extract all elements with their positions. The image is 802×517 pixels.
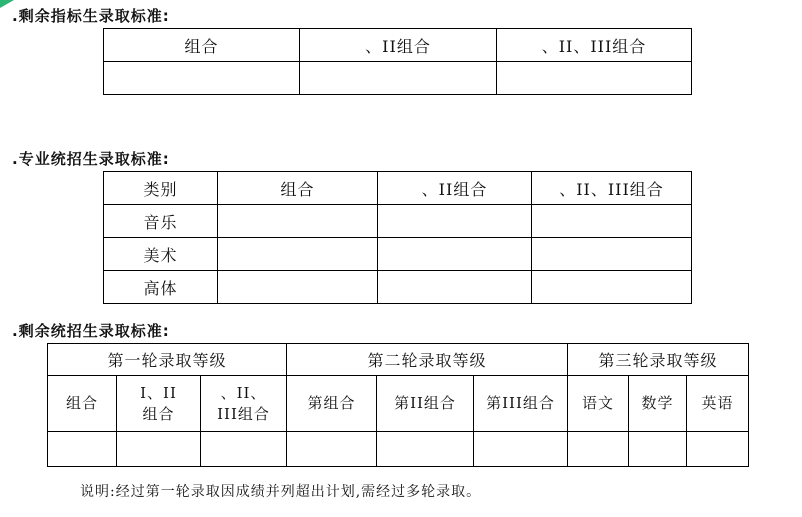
empty-cell	[497, 62, 692, 95]
empty-cell	[377, 432, 474, 467]
table-header-row	[104, 29, 692, 62]
section3-heading: .剩余统招生录取标准:	[12, 322, 170, 340]
header-cell: 第组合	[287, 376, 377, 432]
section2-heading: .专业统招生录取标准:	[12, 150, 170, 168]
specialty-admission-table	[103, 171, 692, 304]
table-row	[104, 205, 692, 238]
table-row	[104, 238, 692, 271]
table-row	[48, 432, 749, 467]
header-cell: 组合	[218, 172, 378, 205]
header-cell: 第III组合	[474, 376, 568, 432]
table-header-row	[104, 172, 692, 205]
group-header: 第二轮录取等级	[287, 344, 568, 376]
empty-cell	[287, 432, 377, 467]
empty-cell	[117, 432, 201, 467]
remaining-quota-table	[103, 28, 692, 95]
empty-cell	[300, 62, 497, 95]
empty-cell	[474, 432, 568, 467]
header-cell: 类别	[104, 172, 218, 205]
empty-cell	[532, 238, 692, 271]
header-cell: 第II组合	[377, 376, 474, 432]
header-cell: 、II、 III组合	[201, 376, 287, 432]
group-header: 第三轮录取等级	[568, 344, 749, 376]
empty-cell	[218, 271, 378, 304]
table-header-row	[48, 376, 749, 432]
empty-cell	[532, 271, 692, 304]
section1-heading: .剩余指标生录取标准:	[12, 7, 170, 25]
group-header: 第一轮录取等级	[48, 344, 287, 376]
empty-cell	[201, 432, 287, 467]
header-cell: 、II、III组合	[497, 29, 692, 62]
empty-cell	[629, 432, 687, 467]
table-row	[104, 271, 692, 304]
header-cell: I、II 组合	[117, 376, 201, 432]
empty-cell	[378, 271, 532, 304]
header-cell: 、II组合	[300, 29, 497, 62]
header-cell: 组合	[104, 29, 300, 62]
header-cell: 组合	[48, 376, 117, 432]
header-cell: 英语	[687, 376, 749, 432]
header-cell: 数学	[629, 376, 687, 432]
header-cell: 、II组合	[378, 172, 532, 205]
header-cell: 语文	[568, 376, 629, 432]
empty-cell	[378, 205, 532, 238]
row-label: 高体	[104, 271, 218, 304]
explanatory-note: 说明:经过第一轮录取因成绩并列超出计划,需经过多轮录取。	[80, 484, 482, 500]
table-group-row	[48, 344, 749, 376]
header-cell: 、II、III组合	[532, 172, 692, 205]
empty-cell	[568, 432, 629, 467]
row-label: 音乐	[104, 205, 218, 238]
empty-cell	[378, 238, 532, 271]
table-row	[104, 62, 692, 95]
row-label: 美术	[104, 238, 218, 271]
empty-cell	[218, 205, 378, 238]
remaining-unified-table	[47, 343, 749, 467]
empty-cell	[104, 62, 300, 95]
empty-cell	[687, 432, 749, 467]
empty-cell	[48, 432, 117, 467]
empty-cell	[218, 238, 378, 271]
empty-cell	[532, 205, 692, 238]
